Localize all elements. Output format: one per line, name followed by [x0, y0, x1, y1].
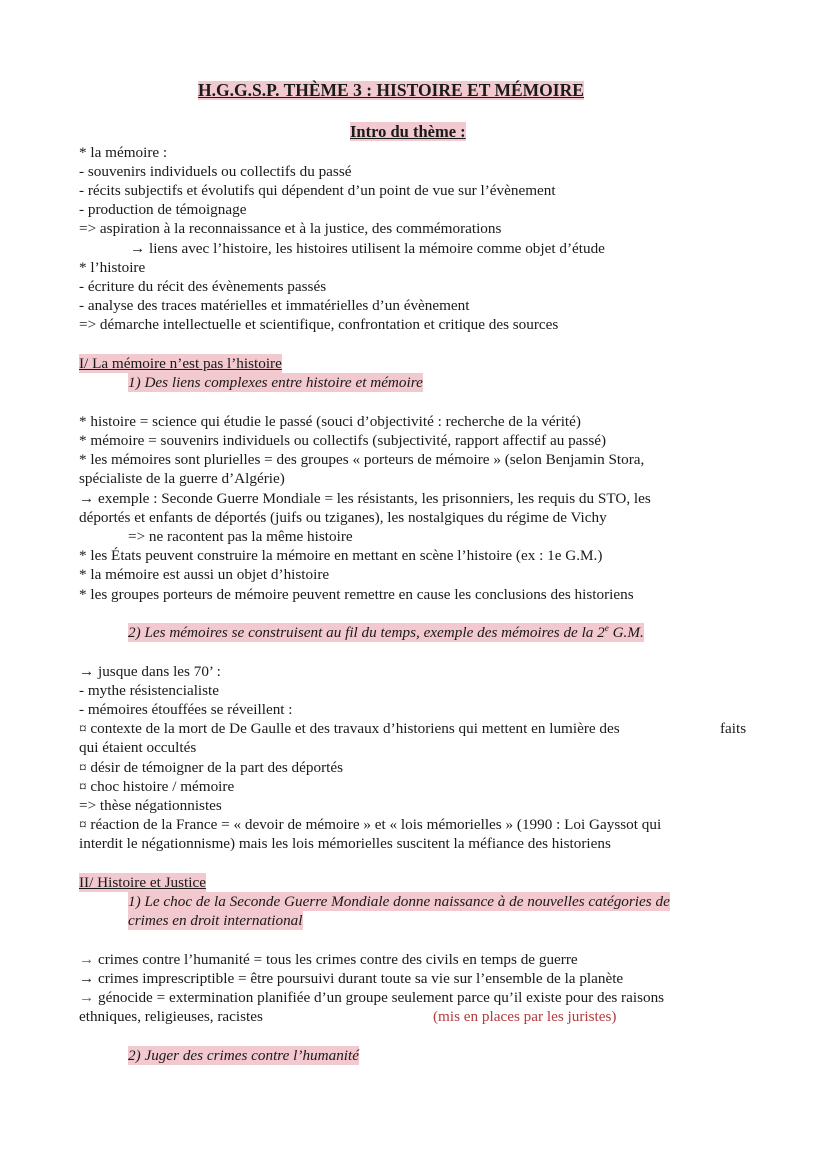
part1-line: qui étaient occultés: [79, 739, 197, 756]
part2-line-text: crimes imprescriptible = être poursuivi durant toute sa vie sur l’ensemble de la planète: [94, 970, 624, 987]
page-title: H.G.G.S.P. THÈME 3 : HISTOIRE ET MÉMOIRE: [198, 80, 584, 100]
part2-sub1: crimes en droit international: [128, 912, 303, 929]
part1-line: * les États peuvent construire la mémoire en mettant en scène l’histoire (ex : 1e G.M.): [79, 547, 603, 564]
arrow-icon: →: [79, 951, 95, 968]
intro-line: => démarche intellectuelle et scientifique, confrontation et critique des sources: [79, 316, 559, 333]
arrow-icon: →: [79, 970, 95, 987]
part1-line: ¤ réaction de la France = « devoir de mémoire » et « lois mémorielles » (1990 : Loi Gayssot qui: [79, 816, 662, 833]
part1-line: faits: [720, 720, 747, 737]
intro-line: → liens avec l’histoire, les histoires utilisent la mémoire comme objet d’étude: [130, 240, 605, 257]
part1-sub2-sup: e: [604, 622, 609, 633]
part1-line: interdit le négationnisme) mais les lois mémorielles suscitent la méfiance des historiens: [79, 835, 611, 852]
part1-sub2-text: 2) Les mémoires se construisent au fil du temps, exemple des mémoires de la 2: [128, 624, 605, 641]
part1-sub1: 1) Des liens complexes entre histoire et mémoire: [128, 374, 423, 391]
intro-line: - souvenirs individuels ou collectifs du passé: [79, 163, 352, 180]
intro-line: - récits subjectifs et évolutifs qui dépendent d’un point de vue sur l’évènement: [79, 182, 556, 199]
part1-line: spécialiste de la guerre d’Algérie): [79, 470, 285, 487]
part2-line: ethniques, religieuses, racistes: [79, 1008, 263, 1025]
intro-line: - écriture du récit des évènements passés: [79, 278, 327, 295]
part1-line: => ne racontent pas la même histoire: [128, 528, 353, 545]
part2-line: [79, 969, 623, 988]
part1-line: → jusque dans les 70’ :: [79, 663, 221, 680]
part1-line: ¤ désir de témoigner de la part des déportés: [79, 759, 344, 776]
part1-line: déportés et enfants de déportés (juifs ou tziganes), les nostalgiques du régime de Vichy: [79, 509, 607, 526]
part2-sub1: 1) Le choc de la Seconde Guerre Mondiale donne naissance à de nouvelles catégories de: [128, 893, 670, 910]
part2-line: [79, 988, 664, 1007]
part1-line: ¤ contexte de la mort de De Gaulle et des travaux d’historiens qui mettent en lumière des: [79, 720, 620, 737]
intro-line: => aspiration à la reconnaissance et à la justice, des commémorations: [79, 220, 502, 237]
part1-sub2: [128, 623, 644, 642]
part1-line: → exemple : Seconde Guerre Mondiale = les résistants, les prisonniers, les requis du STO, les: [79, 490, 651, 507]
intro-heading: Intro du thème :: [350, 122, 466, 141]
part2-line: [79, 950, 578, 969]
intro-line: - production de témoignage: [79, 201, 247, 218]
part2-line-text: crimes contre l’humanité = tous les crimes contre des civils en temps de guerre: [94, 951, 578, 968]
part1-line: - mémoires étouffées se réveillent :: [79, 701, 293, 718]
part1-line: * la mémoire est aussi un objet d’histoire: [79, 566, 330, 583]
part2-sub2: 2) Juger des crimes contre l’humanité: [128, 1047, 359, 1064]
part1-line: * les groupes porteurs de mémoire peuvent remettre en cause les conclusions des historiens: [79, 586, 634, 603]
part1-sub2-end: G.M.: [608, 624, 644, 641]
intro-line: - analyse des traces matérielles et immatérielles d’un évènement: [79, 297, 470, 314]
jurists-note: (mis en places par les juristes): [433, 1008, 617, 1025]
part1-heading: I/ La mémoire n’est pas l’histoire: [79, 355, 282, 372]
part1-line: ¤ choc histoire / mémoire: [79, 778, 235, 795]
part2-heading: II/ Histoire et Justice: [79, 874, 206, 891]
part1-line: => thèse négationnistes: [79, 797, 222, 814]
part1-line: * mémoire = souvenirs individuels ou collectifs (subjectivité, rapport affectif au passé): [79, 432, 607, 449]
part1-line: * histoire = science qui étudie le passé (souci d’objectivité : recherche de la vérité): [79, 413, 581, 430]
intro-line: * la mémoire :: [79, 144, 168, 161]
arrow-icon: →: [79, 989, 95, 1006]
intro-line: * l’histoire: [79, 259, 146, 276]
part1-line: - mythe résistencialiste: [79, 682, 220, 699]
part2-line-text: génocide = extermination planifiée d’un groupe seulement parce qu’il existe pour des raisons: [94, 989, 665, 1006]
part1-line: * les mémoires sont plurielles = des groupes « porteurs de mémoire » (selon Benjamin Stora,: [79, 451, 645, 468]
